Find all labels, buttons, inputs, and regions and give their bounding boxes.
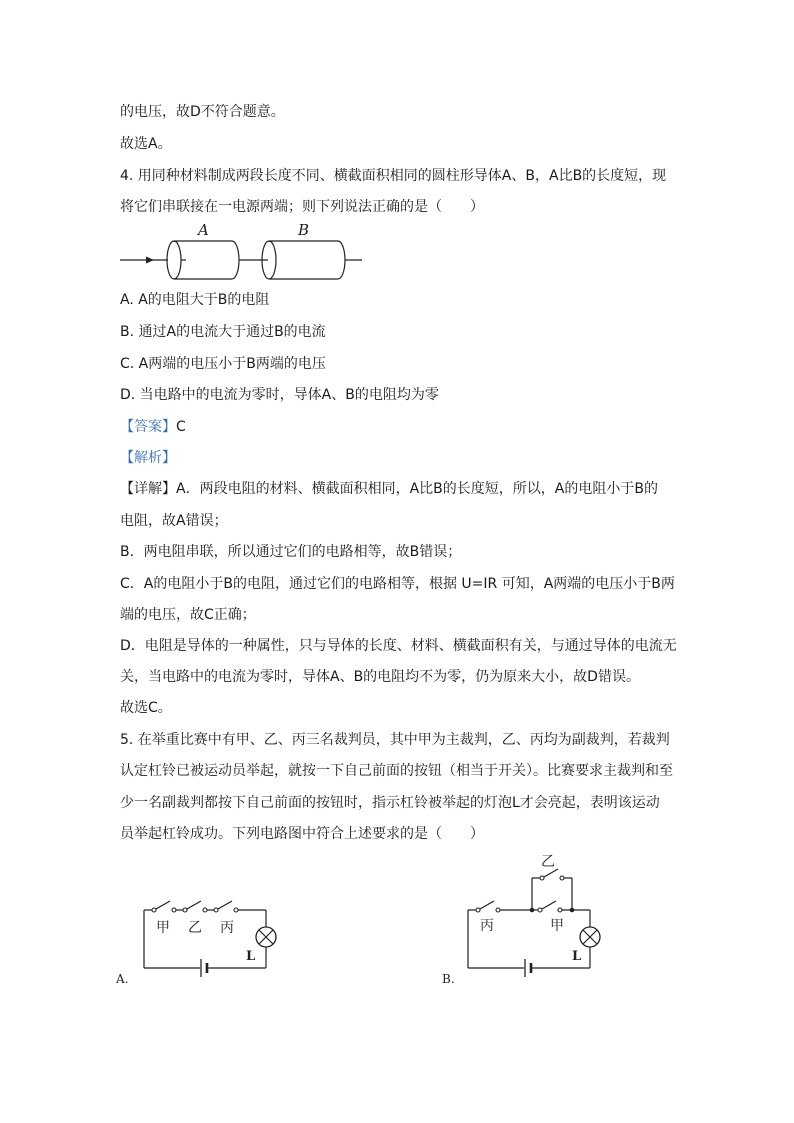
- switch-label-bing: 丙: [220, 920, 234, 936]
- lamp-label: L: [246, 949, 256, 964]
- answer-tag: 【答案】: [120, 419, 176, 435]
- q4-stem-line2: 将它们串联接在一电源两端；则下列说法正确的是（ ）: [120, 199, 484, 215]
- current-arrow: [146, 257, 154, 264]
- q4-conductor-figure: [118, 222, 368, 284]
- detail-line-6: D．电阻是导体的一种属性，只与导体的长度、材料、横截面积有关，与通过导体的电流无: [120, 638, 677, 654]
- detail-line-1: [120, 479, 658, 499]
- q5-stem-line2: 认定杠铃已被运动员举起，就按一下自己前面的按钮（相当于开关）。比赛要求主裁判和至: [120, 763, 673, 779]
- switch-label-yi: 乙: [188, 920, 202, 936]
- q5-circuit-b: [436, 848, 616, 992]
- switch-label-bing: 丙: [480, 918, 494, 934]
- circuit-a-option: A.: [116, 972, 129, 986]
- switch-label-jia: 甲: [550, 918, 564, 934]
- q4-answer-line: [120, 417, 186, 437]
- analysis-tag: 【解析】: [120, 450, 176, 466]
- detail-tag: 【详解】: [120, 481, 176, 497]
- q4-option-a: A. A的电阻大于B的电阻: [120, 292, 270, 308]
- q4-option-c: C. A两端的电压小于B两端的电压: [120, 356, 326, 372]
- switch-label-jia: 甲: [156, 920, 170, 936]
- label-b: B: [298, 222, 310, 239]
- detail-line-2: 电阻，故A错误；: [120, 513, 228, 529]
- lamp-label: L: [572, 949, 582, 964]
- detail-text-1: A．两段电阻的材料、横截面积相同，A比B的长度短，所以，A的电阻小于B的: [176, 481, 658, 497]
- circuit-b-option: B.: [442, 972, 455, 986]
- q5-circuit-a: [112, 880, 292, 992]
- q5-stem-line4: 员举起杠铃成功。下列电路图中符合上述要求的是（ ）: [120, 826, 484, 842]
- label-a: A: [198, 222, 209, 239]
- q4-option-b: B. 通过A的电流大于通过B的电流: [120, 324, 326, 340]
- detail-line-3: B．两电阻串联，所以通过它们的电路相等，故B错误；: [120, 544, 462, 560]
- q5-stem-line3: 少一名副裁判都按下自己前面的按钮时，指示杠铃被举起的灯泡L才会亮起，表明该运动: [120, 795, 660, 811]
- prev-tail-text: 的电压，故D不符合题意。: [120, 104, 285, 120]
- detail-line-5: 端的电压，故C正确；: [120, 607, 256, 623]
- prev-choice-text: 故选A。: [120, 136, 172, 152]
- detail-line-4: C．A的电阻小于B的电阻，通过它们的电路相等，根据 U=IR 可知，A两端的电压小于B两: [120, 576, 675, 592]
- switch-label-yi: 乙: [541, 854, 555, 870]
- q4-option-d: D. 当电路中的电流为零时，导体A、B的电阻均为零: [120, 387, 439, 403]
- q4-stem-line1: 4. 用同种材料制成两段长度不同、横截面积相同的圆柱形导体A、B，A比B的长度短，现: [120, 168, 667, 184]
- q4-choice-text: 故选C。: [120, 700, 172, 716]
- answer-value: C: [176, 419, 186, 435]
- detail-line-7: 关，当电路中的电流为零时，导体A、B的电阻均不为零，仍为原来大小，故D错误。: [120, 669, 640, 685]
- q5-stem-line1: 5. 在举重比赛中有甲、乙、丙三名裁判员，其中甲为主裁判，乙、丙均为副裁判，若裁判: [120, 732, 670, 748]
